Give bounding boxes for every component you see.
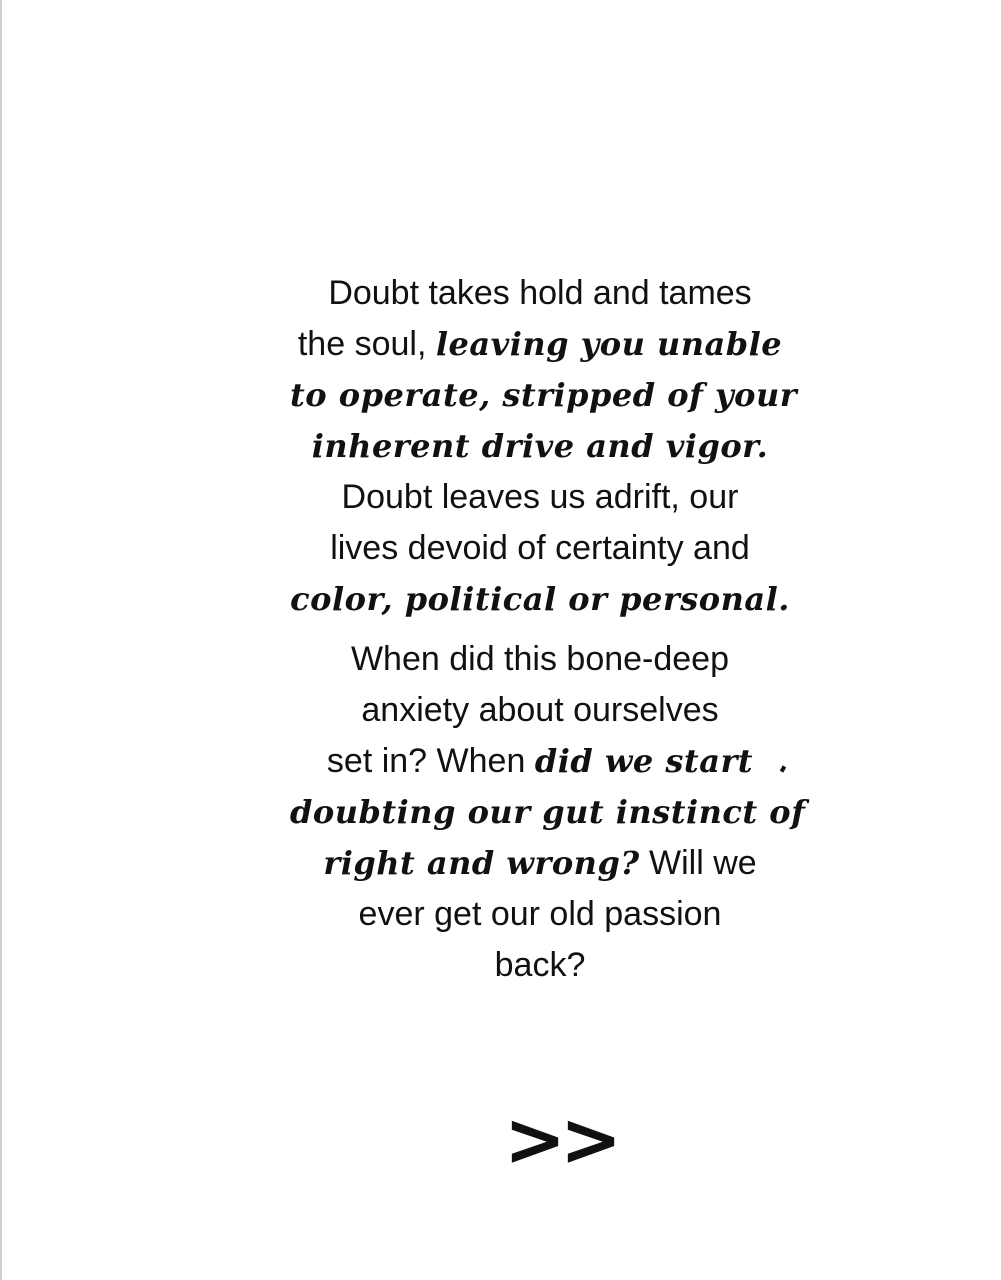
line <box>290 634 790 685</box>
text-segment: anxiety about ourselves <box>361 691 719 729</box>
text-segment: Doubt takes hold and tames <box>328 274 752 312</box>
line <box>290 472 790 523</box>
line <box>290 268 790 319</box>
text-segment: When did this bone-deep <box>350 640 730 678</box>
text-segment: did we start <box>534 742 754 780</box>
line <box>290 736 790 787</box>
stanza-1 <box>290 268 798 472</box>
stanza-3 <box>290 634 806 991</box>
text-segment: Doubt leaves us adrift, our <box>341 478 739 516</box>
line <box>290 838 790 889</box>
line <box>290 940 790 991</box>
text-segment: set in? When <box>326 742 535 780</box>
page-edge-divider <box>0 0 2 1280</box>
text-segment: Will we <box>639 844 757 882</box>
line <box>290 370 798 421</box>
line <box>290 421 790 472</box>
text-segment: to operate, stripped of your <box>290 376 798 414</box>
text-segment: color, political or personal. <box>290 580 790 618</box>
text-segment: the soul, <box>297 325 436 363</box>
text-segment: leaving you unable <box>435 325 783 363</box>
line <box>290 319 790 370</box>
line <box>290 787 806 838</box>
text-segment: back? <box>494 946 586 984</box>
line <box>290 685 790 736</box>
text-segment: lives devoid of certainty and <box>330 529 750 567</box>
line <box>290 889 790 940</box>
text-segment: doubting our gut instinct of <box>290 793 806 831</box>
text-segment: right and wrong? <box>323 844 640 882</box>
text-segment: ever get our old passion <box>358 895 722 933</box>
next-page-button[interactable]: >> <box>504 1097 617 1183</box>
line <box>290 574 790 625</box>
stanza-2 <box>290 472 790 625</box>
text-segment: inherent drive and vigor. <box>311 427 769 465</box>
line <box>290 523 790 574</box>
